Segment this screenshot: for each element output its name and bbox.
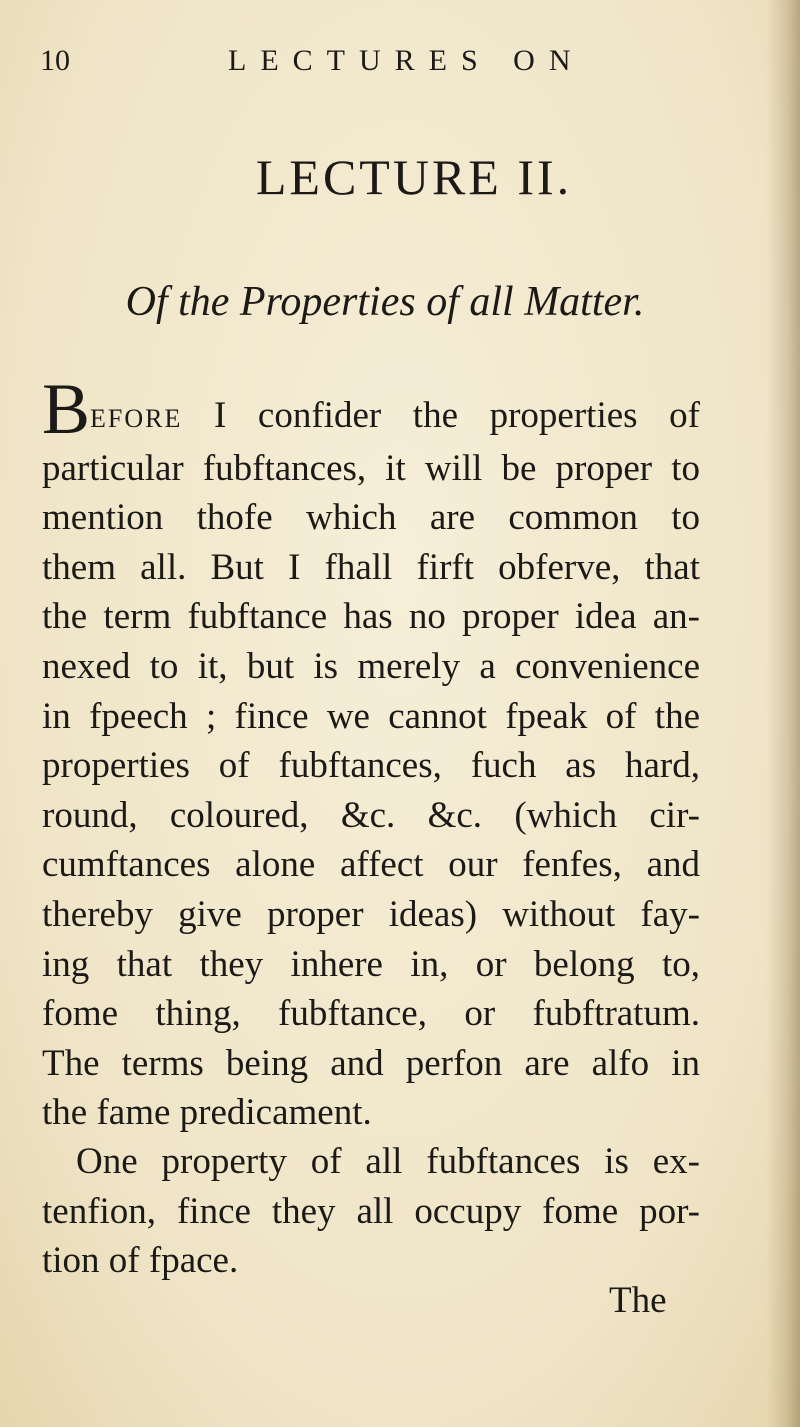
paragraph-line: fome thing, fubftance, or fubftratum. [42, 993, 700, 1035]
running-head [0, 44, 800, 84]
small-caps-word: EFORE [90, 404, 183, 433]
chapter-subtitle: Of the Properties of all Matter. [125, 279, 645, 325]
catchword: The [609, 1280, 667, 1321]
paragraph-line: One property of all fubftances is ex- [76, 1141, 700, 1182]
line-text: I confider the properties of [182, 395, 700, 436]
paragraph-line: mention thofe which are common to [42, 497, 700, 539]
page-number: 10 [40, 44, 70, 77]
drop-cap: B [42, 369, 91, 449]
paragraph-line: round, coloured, &c. &c. (which cir- [42, 794, 700, 836]
paragraph-line: tenfion, fince they all occupy fome por- [42, 1190, 700, 1232]
paragraph-line: ing that they inhere in, or belong to, [42, 943, 700, 985]
paragraph-2 [42, 1137, 700, 1286]
paragraph-line: particular fubftances, it will be proper to [42, 447, 700, 489]
page-edge-shadow [766, 0, 800, 1427]
paragraph-line: the term fubftance has no proper idea an- [42, 596, 700, 638]
paragraph-line: The terms being and perfon are alfo in [42, 1042, 700, 1084]
paragraph-line: nexed to it, but is merely a convenience [42, 645, 700, 687]
paragraph-line: thereby give proper ideas) without fay- [42, 893, 700, 935]
paragraph-1 [42, 367, 700, 1138]
paragraph-line: in fpeech ; fince we cannot fpeak of the [42, 695, 700, 737]
running-title: LECTURES ON [228, 44, 585, 77]
paragraph-line: cumftances alone affect our fenfes, and [42, 844, 700, 886]
paragraph-line: properties of fubftances, fuch as hard, [42, 745, 700, 787]
paragraph-line: tion of fpace. [42, 1240, 239, 1282]
paragraph-line: them all. But I fhall firft obferve, that [42, 546, 700, 588]
paragraph-line [42, 367, 700, 449]
paragraph-line: the fame predicament. [42, 1092, 372, 1134]
lecture-heading: LECTURE II. [255, 149, 573, 205]
